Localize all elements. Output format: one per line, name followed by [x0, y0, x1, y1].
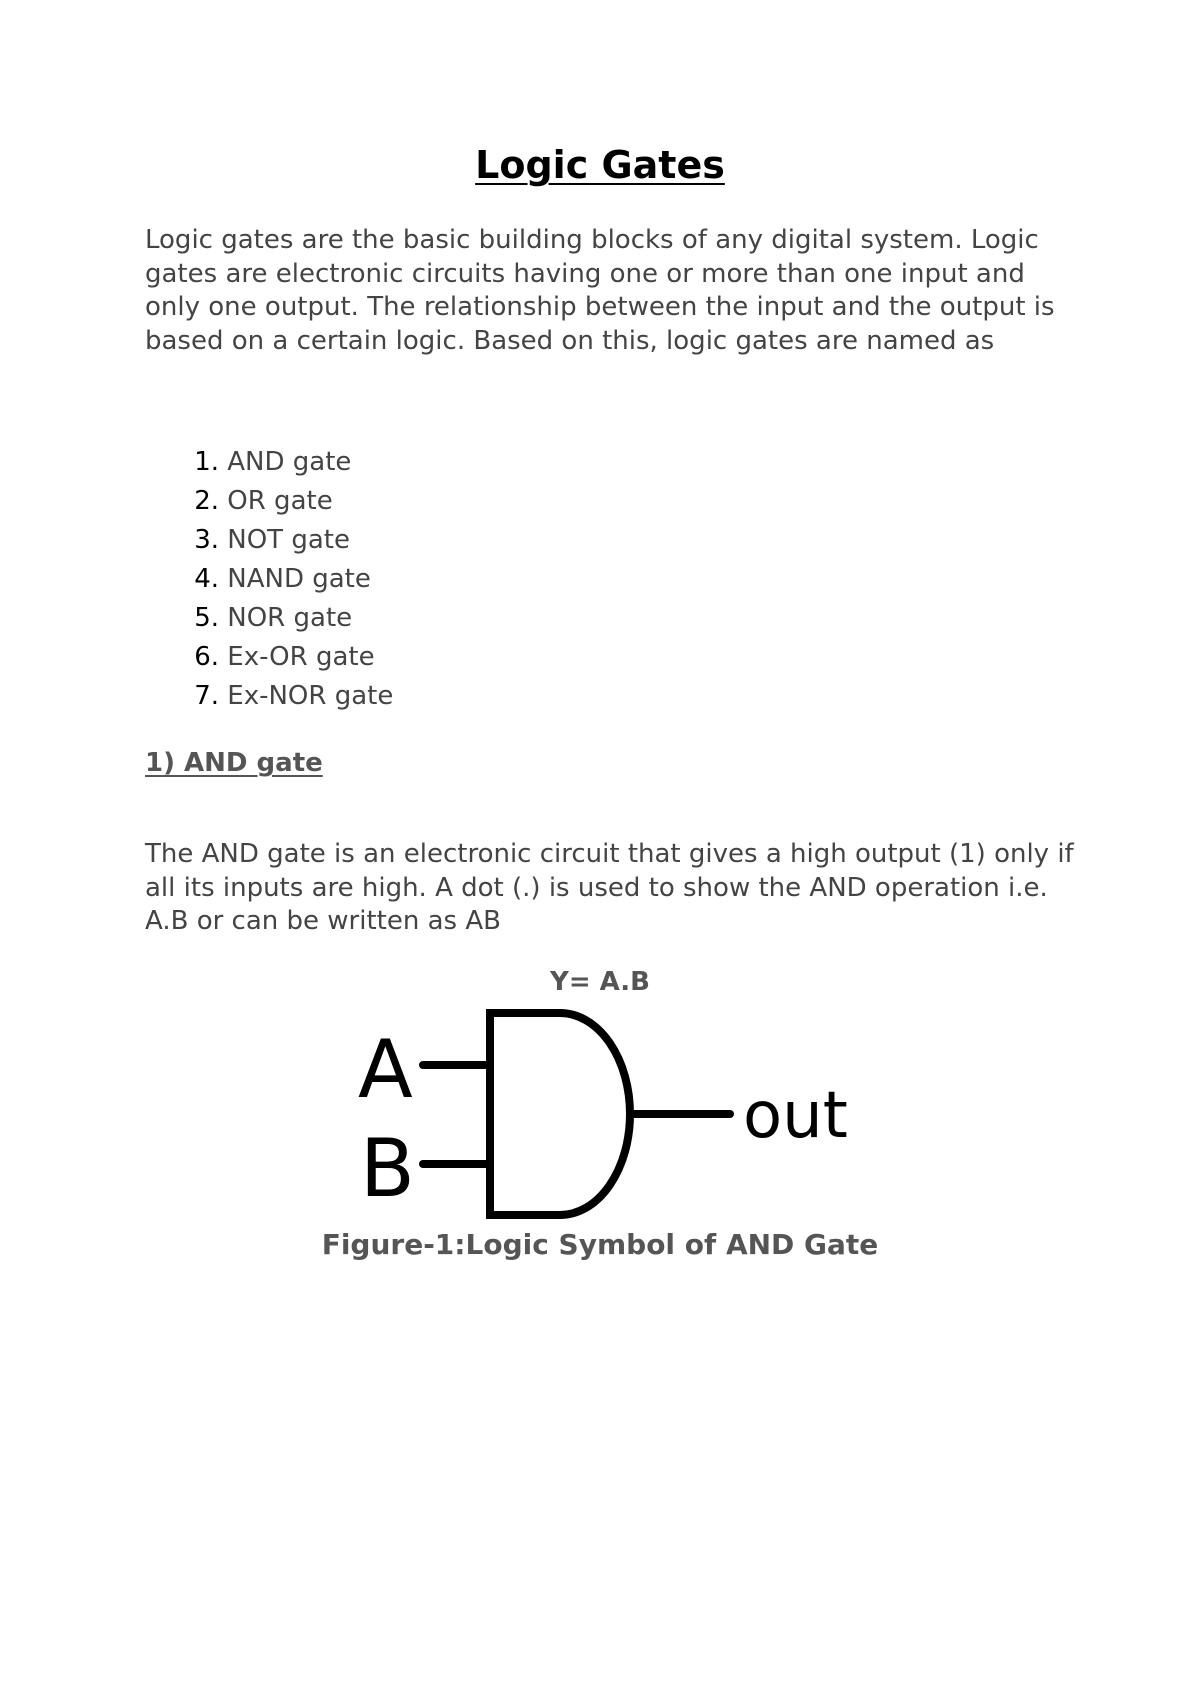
list-item-label: Ex-NOR gate: [227, 681, 394, 711]
list-item-label: NOR gate: [227, 603, 353, 633]
page-title: Logic Gates: [475, 143, 725, 187]
list-item-label: Ex-OR gate: [227, 642, 375, 672]
output-label: out: [743, 1079, 848, 1153]
list-item: [145, 521, 393, 560]
input-b-label: B: [360, 1122, 415, 1215]
list-item-label: AND gate: [227, 447, 352, 477]
gate-list: [145, 443, 393, 716]
list-item: [145, 443, 393, 482]
list-item-number: 2.: [194, 486, 219, 516]
list-item-label: OR gate: [227, 486, 333, 516]
list-item-number: 5.: [194, 603, 219, 633]
list-item: [145, 638, 393, 677]
figure-caption: Figure-1:Logic Symbol of AND Gate: [321, 1228, 879, 1261]
intro-paragraph: Logic gates are the basic building blocks of any digital system. Logic gates are electronic circuits having one or more than one input and only one output. The relationship between the input and the output is based on a certain logic. Based on this, logic gates are named as: [145, 225, 1055, 356]
input-a-label: A: [358, 1023, 413, 1116]
list-item: [145, 599, 393, 638]
list-item-number: 7.: [194, 681, 219, 711]
list-item: [145, 560, 393, 599]
and-gate-diagram: [355, 1000, 855, 1230]
list-item-label: NOT gate: [227, 525, 350, 555]
list-item-number: 3.: [194, 525, 219, 555]
list-item-number: 6.: [194, 642, 219, 672]
and-equation: Y= A.B: [550, 967, 650, 997]
and-gate-body: [490, 1013, 630, 1215]
list-item: [145, 677, 393, 716]
section-heading-and-gate: 1) AND gate: [145, 748, 323, 778]
list-item-number: 1.: [194, 447, 219, 477]
list-item: [145, 482, 393, 521]
list-item-number: 4.: [194, 564, 219, 594]
and-gate-description: The AND gate is an electronic circuit that gives a high output (1) only if all its inputs are high. A dot (.) is used to show the AND operation i.e. A.B or can be written as AB: [145, 839, 1074, 936]
list-item-label: NAND gate: [227, 564, 371, 594]
